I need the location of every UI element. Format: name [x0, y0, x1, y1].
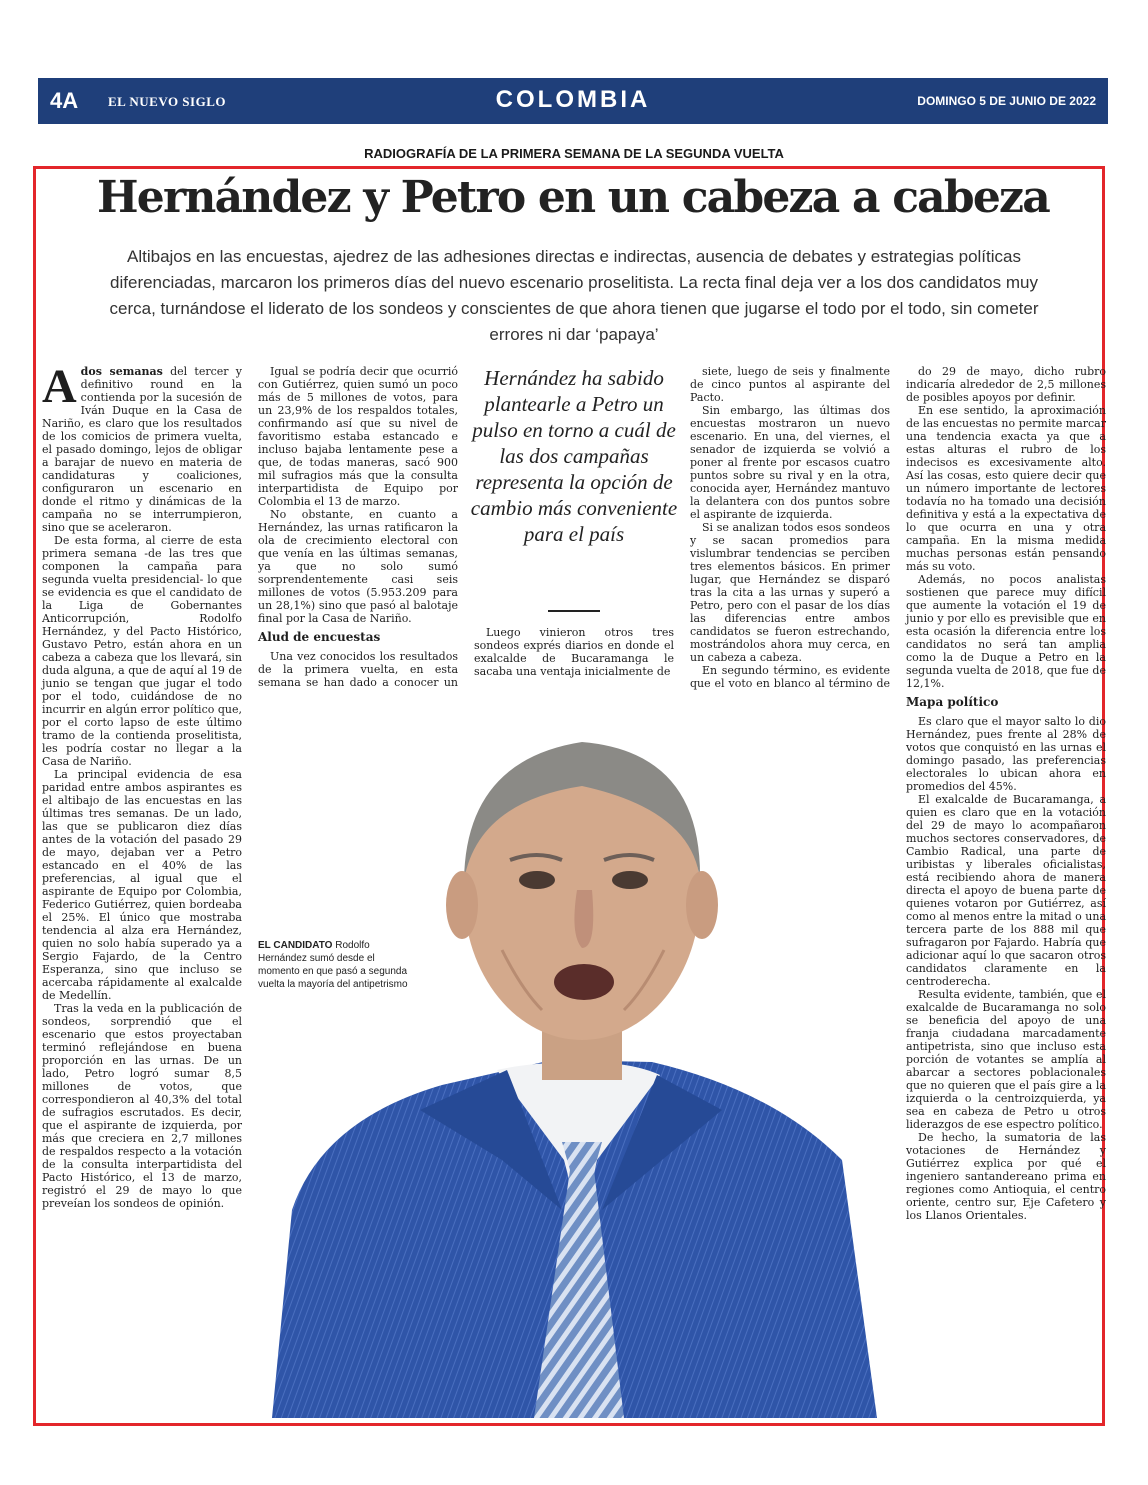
paragraph: Tras la veda en la publicación de sondeos, sorprendió que el escenario que estos proyectaban terminó reflejándose en buena proporción en las urnas. De un lado, Petro logró sumar 8,5 millones de votos, que correspondieron al 40,3% del total de sufragios escrutados. Es decir, que el aspirante de izquierda, por más que creciera en 2,7 millones de respaldos respecto a la votación de la consulta interpartidista del Pacto Histórico, el 13 de marzo, registró el 29 de mayo lo que preveían los sondeos de opinión. [42, 1002, 242, 1210]
candidate-photo [252, 690, 892, 1418]
page-header [38, 78, 1108, 124]
paragraph: Además, no pocos analistas sostienen que parece muy difícil que aumente la votación el 19 de junio y por ello es previsible que en esta ocasión la diferencia entre los candidatos no será tan amplia como la de Duque a Petro en la segunda vuelta de 2018, que fue de 12,1%. [906, 573, 1106, 690]
column-3 [474, 626, 674, 678]
paragraph: Una vez conocidos los resultados de la primera vuelta, en esta semana se han dado a conocer un [258, 650, 458, 689]
paragraph: En segundo término, es evidente que el voto en blanco al término de [690, 664, 890, 690]
paragraph: De hecho, la sumatoria de las votaciones de Hernández y Gutiérrez explica por qué el ingeniero santandereano prima en regiones como Antioquia, el centro oriente, centro sur, Eje Cafetero y los Llanos Orientales. [906, 1131, 1106, 1222]
paragraph: Igual se podría decir que ocurrió con Gutiérrez, quien sumó un poco más de 5 millones de votos, para un 23,9% de los respaldos totales, confirmando así que su nivel de favoritismo estaba estancado e incluso bajaba lentamente pese a que, de todas maneras, sacó 900 mil sufragios más que la consulta interpartidista de Equipo por Colombia el 13 de marzo. [258, 365, 458, 508]
pull-quote: Hernández ha sabido plantearle a Petro un pulso en torno a cuál de las dos campañas representa la opción de cambio más conveniente para el país [470, 366, 678, 546]
paragraph: Si se analizan todos esos sondeos y se sacan promedios para vislumbrar tendencias se perciben tres elementos básicos. En primer lugar, que Hernández se disparó tras la cita a las urnas y superó a Petro, pero con el pasar de los días las diferencias entre ambos candidatos se fueron estrechando, mostrándolos ahora muy cerca, en un cabeza a cabeza. [690, 521, 890, 664]
column-1 [42, 360, 243, 1210]
caption-text: Rodolfo Hernández sumó desde el momento en que pasó a segunda vuelta la mayoría del antipetrismo [258, 940, 408, 990]
drop-cap: A [42, 360, 77, 413]
subheading: Mapa político [906, 695, 999, 709]
paragraph: La principal evidencia de esa paridad entre ambos aspirantes es el altibajo de las encuestas en las últimas tres semanas. De un lado, las que se publicaron diez días antes de la votación del pasado 29 de mayo, dejaban ver a Petro estancado en el 40% de las preferencias, al igual que el aspirante de Equipo por Colombia, Federico Gutiérrez, quien bordeaba el 25%. El único que mostraba tendencia al alza era Hernández, quien no solo había superado ya a Sergio Fajardo, de la Centro Esperanza, sino que incluso se acercaba rápidamente al exalcalde de Medellín. [42, 768, 242, 1002]
lead-paragraph [42, 360, 243, 534]
section-title: COLOMBIA [495, 86, 651, 113]
pull-quote-rule [548, 610, 600, 612]
caption-label: EL CANDIDATO [258, 940, 333, 951]
article-headline: Hernández y Petro en un cabeza a cabeza [97, 172, 1049, 223]
paragraph: El exalcalde de Bucaramanga, a quien es claro que en la votación del 29 de mayo lo acompañaron muchos sectores conservadores, de Cambio Radical, una parte de uribistas y liberales oficialistas, está recibiendo ahora de manera directa el apoyo de buena parte de quienes votaron por Gutiérrez, así como al menos entre la mitad o una tercera parte de los 888 mil que sufragaron por Fajardo. Habría que adicionar aquí lo que sacaron otros candidatos claramente en la centroderecha. [906, 793, 1106, 988]
subheading: Alud de encuestas [258, 630, 381, 644]
paragraph: Sin embargo, las últimas dos encuestas mostraron un nuevo escenario. En una, del viernes, el senador de izquierda se volvió a poner al frente por escasos cuatro puntos sobre su rival y en la otra, conocida ayer, Hernández mantuvo la delantera con dos puntos sobre el aspirante de izquierda. [690, 404, 890, 521]
column-5 [906, 365, 1106, 1222]
paragraph: De esta forma, al cierre de esta primera semana -de las tres que componen la campaña para segunda vuelta presidencial- lo que se evidencia es que el candidato de la Liga de Gobernantes Anticorrupción, Rodolfo Hernández, y del Pacto Histórico, Gustavo Petro, están ahora en un cabeza a cabeza que los llevará, sin duda alguna, a que de aquí al 19 de junio se tengan que jugar el todo por el todo, cuidándose de no incurrir en algún error político que, por el corto lapso de este último tramo de la contienda proselitista, les podría costar no llegar a la Casa de Nariño. [42, 534, 242, 768]
publication-date: DOMINGO 5 DE JUNIO DE 2022 [917, 94, 1096, 108]
paragraph: do 29 de mayo, dicho rubro indicaría alrededor de 2,5 millones de posibles apoyos por definir. [906, 365, 1106, 404]
newspaper-name: EL NUEVO SIGLO [108, 94, 226, 109]
paragraph: Resulta evidente, también, que el exalcalde de Bucaramanga no solo se beneficia del apoyo de una franja ciudadana marcadamente antipetrista, sino que incluso esta porción de votantes se amplía al abarcar a sectores poblacionales que no quieren que el país gire a la izquierda o la centroizquierda, ya sea en cabeza de Petro u otros liderazgos de ese espectro político. [906, 988, 1106, 1131]
paragraph: En ese sentido, la aproximación de las encuestas no permite marcar una tendencia exacta ya que a estas alturas el rubro de los indecisos es excesivamente alto. Así las cosas, esto quiere decir que un número importante de lectores todavía no ha tomado una decisión definitiva y está a la expectativa de lo que ocurra en una y otra campaña. En la misma medida muchas personas están pensando más su voto. [906, 404, 1106, 573]
paragraph: del tercer y definitivo round en la contienda por la sucesión de Iván Duque en la Casa de Nariño, es claro que los resultados de los comicios de primera vuelta, el pasado domingo, lejos de obligar a barajar de nuevo en materia de candidaturas y coaliciones, configuraron un escenario en donde el ritmo y dinámicas de la campaña no se interrumpieron, sino que se aceleraron. [42, 365, 243, 534]
paragraph: Luego vinieron otros tres sondeos exprés diarios en donde el exalcalde de Bucaramanga le sacaba una ventaja inicialmente de [474, 626, 674, 678]
article-deck: Altibajos en las encuestas, ajedrez de las adhesiones directas e indirectas, ausencia de debates y estrategias políticas diferenciadas, marcaron los primeros días del nuevo escenario proselitista. La recta final deja ver a los dos candidatos muy cerca, turnándose el liderato de los sondeos y conscientes de que ahora tienen que jugarse el todo por el todo, sin cometer errores ni dar ‘papaya’ [109, 247, 1039, 344]
page-number: 4A [50, 88, 79, 113]
photo-caption [258, 939, 408, 991]
lead-bold: dos semanas [80, 365, 163, 378]
paragraph: Es claro que el mayor salto lo dio Hernández, pues frente al 28% de votos que conquistó en las urnas el domingo pasado, las preferencias electorales lo ubican ahora en promedios del 45%. [906, 715, 1106, 793]
candidate-illustration [252, 690, 892, 1418]
article-kicker: RADIOGRAFÍA DE LA PRIMERA SEMANA DE LA SEGUNDA VUELTA [364, 146, 784, 161]
paragraph: No obstante, en cuanto a Hernández, las urnas ratificaron la ola de crecimiento electoral con que venía en las últimas semanas, ya que no solo sumó sorprendentemente casi seis millones de votos (5.953.209 para un 28,1%) sino que pasó al balotaje final por la Casa de Nariño. [258, 508, 458, 625]
paragraph: siete, luego de seis y finalmente de cinco puntos al aspirante del Pacto. [690, 365, 890, 404]
